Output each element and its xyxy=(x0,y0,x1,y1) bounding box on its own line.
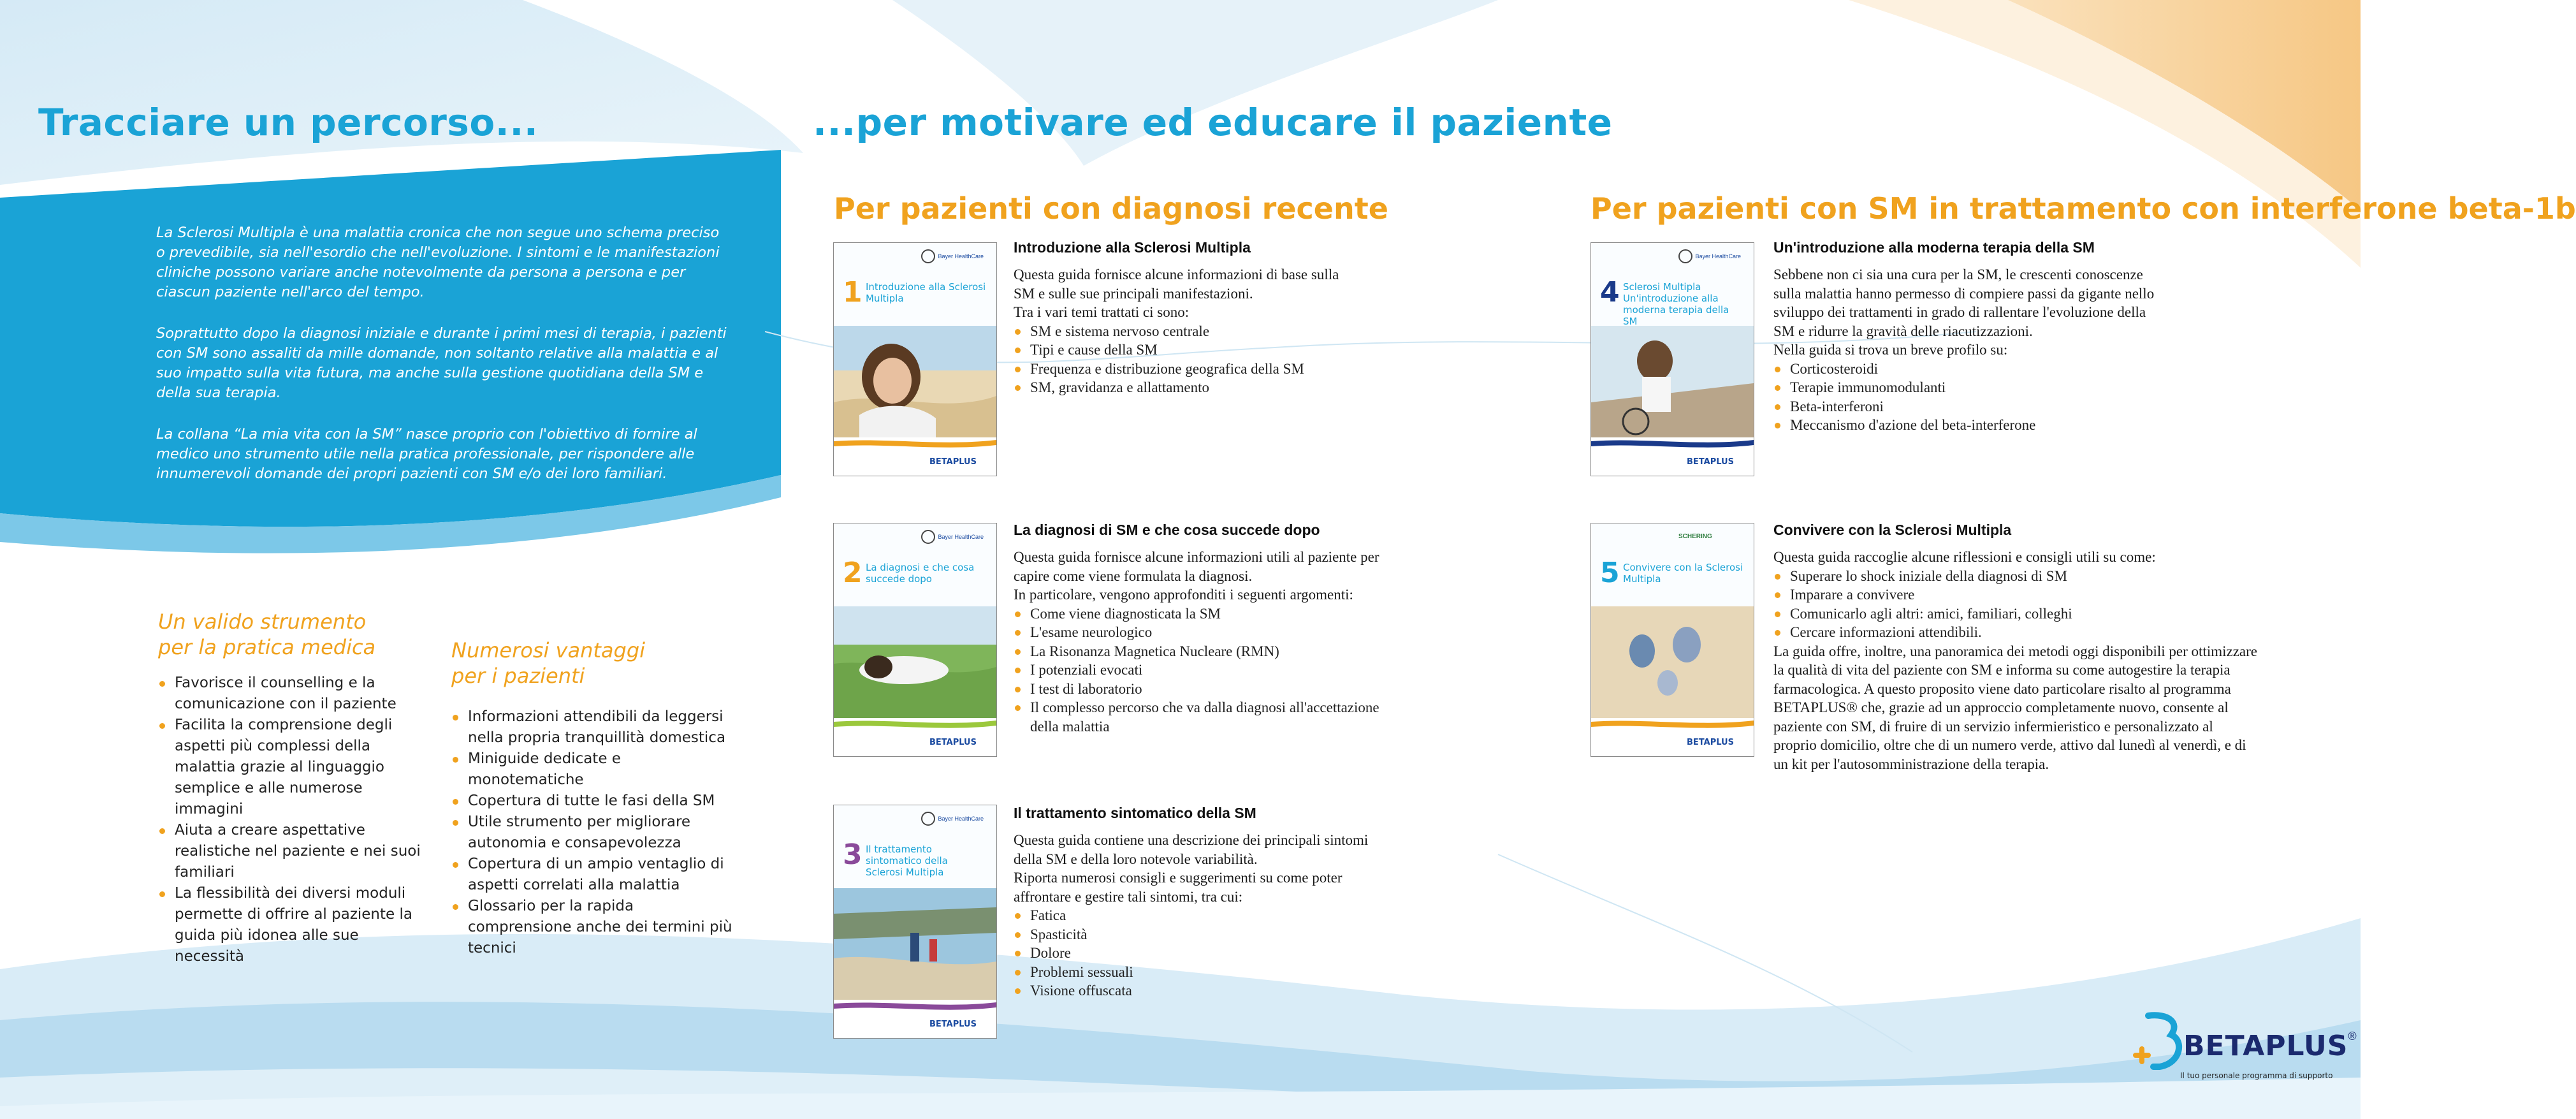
list-item: Glossario per la rapida comprensione anche dei termini più tecnici xyxy=(451,896,735,959)
cover-title: La diagnosi e che cosa succede dopo xyxy=(866,562,975,585)
cover-photo-family-sand xyxy=(1591,606,1754,718)
guide-cover-4 xyxy=(1590,242,1754,476)
list-item: SM e sistema nervoso centrale xyxy=(1014,322,1345,341)
betaplus-mini-logo: BETAPLUS xyxy=(929,1020,977,1029)
list-item: SM, gravidanza e allattamento xyxy=(1014,378,1345,397)
list-item: L'esame neurologico xyxy=(1014,623,1396,642)
cover-footer xyxy=(1591,437,1754,476)
bayer-cross-icon xyxy=(921,530,935,544)
list-item: Copertura di un ampio ventaglio di aspetti correlati alla malattia xyxy=(451,854,735,896)
list-item: Come viene diagnosticata la SM xyxy=(1014,604,1396,624)
guide-4-text: Sebbene non ci sia una cura per la SM, le crescenti conoscenze sulla malattia hanno permesso di compiere passi da gigante nello sviluppo dei trattamenti in grado di rallentare l'evoluzione della SM e ridurre la gravità delle riacutizzazioni. Nella guida si trova un breve profilo su: Corticosteroidi Terapie immunomodulanti Beta-interferoni Meccanismo d'azione del beta-interferone xyxy=(1773,265,2156,435)
guide-2-text: Questa guida fornisce alcune informazioni utili al paziente per capire come viene formulata la diagnosi. In particolare, vengono approfonditi i seguenti argomenti: Come viene diagnosticata la SM L'esame neurologico La Risonanza Magnetica Nucleare (RMN) I potenziali evocati I test di laboratorio Il complesso percorso che va dalla diagnosi all'accettazione della malattia xyxy=(1014,548,1396,736)
list-item: Problemi sessuali xyxy=(1014,963,1396,982)
patient-benefits-list xyxy=(451,706,735,959)
cover-number: 2 xyxy=(843,557,862,589)
guide-1-title: Introduzione alla Sclerosi Multipla xyxy=(1014,239,1251,256)
betaplus-mini-logo: BETAPLUS xyxy=(929,457,977,467)
list-item: Spasticità xyxy=(1014,925,1396,944)
guide-cover-3 xyxy=(833,805,997,1039)
list-item: Imparare a convivere xyxy=(1773,585,2258,604)
guide-3-title: Il trattamento sintomatico della SM xyxy=(1014,805,1256,821)
cover-brand: SCHERING xyxy=(1678,533,1712,540)
guide-1-text: Questa guida fornisce alcune informazioni di base sulla SM e sulle sue principali manifestazioni. Tra i vari temi trattati ci sono: SM e sistema nervoso centrale Tipi e cause della SM Frequenza e distribuzione geografica della SM SM, gravidanza e allattamento xyxy=(1014,265,1345,397)
cover-footer xyxy=(834,437,996,476)
list-item: Frequenza e distribuzione geografica della SM xyxy=(1014,360,1345,379)
cover-footer xyxy=(834,1000,996,1038)
cover-title: Sclerosi Multipla Un'introduzione alla moderna terapia della SM xyxy=(1623,281,1729,327)
cover-footer-swoosh xyxy=(834,1000,996,1038)
guide-3-topics xyxy=(1014,906,1396,1000)
list-item: La flessibilità dei diversi moduli permette di offrire al paziente la guida più idonea alle sue necessità xyxy=(158,883,426,967)
cover-photo-woman xyxy=(834,326,996,437)
guide-4-title: Un'introduzione alla moderna terapia della SM xyxy=(1773,239,2095,256)
list-item: Terapie immunomodulanti xyxy=(1773,378,2156,397)
patient-benefits-title: Numerosi vantaggi per i pazienti xyxy=(451,638,646,688)
guide-cover-2 xyxy=(833,523,997,757)
doctor-benefits xyxy=(158,609,426,967)
list-item: La Risonanza Magnetica Nucleare (RMN) xyxy=(1014,642,1396,661)
cover-footer-swoosh xyxy=(834,718,996,756)
left-heading: Tracciare un percorso... xyxy=(38,101,539,144)
guide-4-topics xyxy=(1773,360,2156,435)
bayer-cross-icon xyxy=(1678,249,1692,263)
betaplus-mini-logo: BETAPLUS xyxy=(1687,738,1734,747)
list-item: Favorisce il counselling e la comunicazione con il paziente xyxy=(158,673,426,715)
guide-2-topics xyxy=(1014,604,1396,736)
list-item: Dolore xyxy=(1014,944,1396,963)
intro-paragraph-2: Soprattutto dopo la diagnosi iniziale e durante i primi mesi di terapia, i pazienti con SM sono assaliti da mille domande, non soltanto relative alla malattia e al suo impatto sulla vita futura, ma anche sulla gestione quotidiana della SM e della sua terapia. xyxy=(156,325,727,401)
cover-title: Il trattamento sintomatico della Sclerosi Multipla xyxy=(866,844,948,878)
guide-5-topics xyxy=(1773,567,2258,642)
intro-text xyxy=(156,223,730,506)
guide-4 xyxy=(1773,239,2156,435)
section-interferon-treatment: Per pazienti con SM in trattamento con interferone beta-1b xyxy=(1590,191,2576,226)
cover-footer xyxy=(834,718,996,756)
list-item: Il complesso percorso che va dalla diagnosi all'accettazione della malattia xyxy=(1014,698,1396,736)
cover-number: 5 xyxy=(1600,557,1620,589)
guide-cover-1 xyxy=(833,242,997,476)
betaplus-symbol-icon xyxy=(2129,1011,2187,1074)
list-item: Informazioni attendibili da leggersi nella propria tranquillità domestica xyxy=(451,706,735,749)
cover-footer-swoosh xyxy=(834,437,996,476)
cover-footer-swoosh xyxy=(1591,437,1754,476)
list-item: Copertura di tutte le fasi della SM xyxy=(451,791,735,812)
list-item: Cercare informazioni attendibili. xyxy=(1773,623,2258,642)
bayer-cross-icon xyxy=(921,812,935,826)
cover-brand: Bayer HealthCare xyxy=(921,812,991,830)
guide-3-text: Questa guida contiene una descrizione dei principali sintomi della SM e della loro notevole variabilità. Riporta numerosi consigli e suggerimenti su come poter affrontare e gestire tali sintomi, tra cui: Fatica Spasticità Dolore Problemi sessuali Visione offuscata xyxy=(1014,831,1396,1000)
list-item: Fatica xyxy=(1014,906,1396,925)
cover-photo-cyclist xyxy=(1591,326,1754,437)
section-recent-diagnosis: Per pazienti con diagnosi recente xyxy=(834,191,1388,226)
list-item: Meccanismo d'azione del beta-interferone xyxy=(1773,416,2156,435)
cover-brand: Bayer HealthCare xyxy=(921,249,991,267)
betaplus-mini-logo: BETAPLUS xyxy=(1687,457,1734,467)
guide-cover-5 xyxy=(1590,523,1754,757)
guide-5-title: Convivere con la Sclerosi Multipla xyxy=(1773,522,2012,538)
list-item: Visione offuscata xyxy=(1014,981,1396,1000)
guide-5-closing: La guida offre, inoltre, una panoramica dei metodi oggi disponibili per ottimizzare la qualità di vita del paziente con SM e informa su come autogestire la terapia farmacologica. A questo proposito viene dato particolare risalto al programma BETAPLUS® che, grazie ad un approccio completamente nuovo, consente al paziente con SM, di fruire di un servizio infermieristico e personalizzato al proprio domicilio, oltre che di un numero verde, attivo dal lunedì al venerdì, e di un kit per l'autosomministrazione della terapia. xyxy=(1773,643,2257,772)
guide-1-topics xyxy=(1014,322,1345,397)
guide-5-text: Questa guida raccoglie alcune riflessioni e consigli utili su come: Superare lo shock iniziale della diagnosi di SM Imparare a convivere Comunicarlo agli altri: amici, familiari, colleghi Cercare informazioni attendibili. La guida offre, inoltre, una panoramica dei metodi oggi disponibili per ottimizzare la qualità di vita del paziente con SM e informa su come autogestire la terapia farmacologica. A questo proposito viene dato particolare risalto al programma BETAPLUS® che, grazie ad un approccio completamente nuovo, consente al paziente con SM, di fruire di un servizio infermieristico e personalizzato al proprio domicilio, oltre che di un numero verde, attivo dal lunedì al venerdì, e di un kit per l'autosomministrazione della terapia. xyxy=(1773,548,2258,773)
cover-number: 3 xyxy=(843,838,862,871)
cover-brand: Bayer HealthCare xyxy=(921,530,991,548)
betaplus-tagline: Il tuo personale programma di supporto xyxy=(2180,1071,2333,1080)
guide-2 xyxy=(1014,522,1396,736)
guide-2-title: La diagnosi di SM e che cosa succede dopo xyxy=(1014,522,1320,538)
guide-3 xyxy=(1014,805,1396,1000)
betaplus-wordmark: BETAPLUS® xyxy=(2183,1030,2357,1062)
list-item: Beta-interferoni xyxy=(1773,397,2156,416)
guide-1 xyxy=(1014,239,1345,397)
list-item: I potenziali evocati xyxy=(1014,661,1396,680)
patient-benefits xyxy=(451,638,735,959)
cover-footer xyxy=(1591,718,1754,756)
intro-paragraph-3: La collana “La mia vita con la SM” nasce proprio con l'obiettivo di fornire al medico uno strumento utile nella pratica professionale, per rispondere alle innumerevoli domande dei propri pazienti con SM e/o dei loro familiari. xyxy=(156,426,697,482)
cover-title: Convivere con la Sclerosi Multipla xyxy=(1623,562,1743,585)
list-item: I test di laboratorio xyxy=(1014,680,1396,699)
betaplus-mini-logo: BETAPLUS xyxy=(929,738,977,747)
intro-paragraph-1: La Sclerosi Multipla è una malattia cronica che non segue uno schema preciso o prevedibile, sia nell'esordio che nell'evoluzione. I sintomi e le manifestazioni cliniche possono variare anche notevolmente da persona a persona e per ciascun paziente nell'arco del tempo. xyxy=(156,224,720,300)
cover-title: Introduzione alla Sclerosi Multipla xyxy=(866,281,986,304)
cover-footer-swoosh xyxy=(1591,718,1754,756)
list-item: Utile strumento per migliorare autonomia e consapevolezza xyxy=(451,812,735,854)
doctor-benefits-list xyxy=(158,673,426,967)
guide-5 xyxy=(1773,522,2258,773)
betaplus-logo xyxy=(2129,1011,2357,1081)
cover-photo-resting-woman xyxy=(834,606,996,718)
cover-photo-beach xyxy=(834,888,996,1000)
cover-brand: Bayer HealthCare xyxy=(1678,249,1749,267)
list-item: Facilita la comprensione degli aspetti più complessi della malattia grazie al linguaggio semplice e alle numerose immagini xyxy=(158,715,426,820)
list-item: Comunicarlo agli altri: amici, familiari, colleghi xyxy=(1773,604,2258,624)
cover-number: 4 xyxy=(1600,276,1620,309)
cover-number: 1 xyxy=(843,276,862,309)
list-item: Miniguide dedicate e monotematiche xyxy=(451,749,735,791)
doctor-benefits-title: Un valido strumento per la pratica medica xyxy=(158,610,376,659)
list-item: Superare lo shock iniziale della diagnosi di SM xyxy=(1773,567,2258,586)
list-item: Corticosteroidi xyxy=(1773,360,2156,379)
list-item: Tipi e cause della SM xyxy=(1014,340,1345,360)
bayer-cross-icon xyxy=(921,249,935,263)
right-heading: ...per motivare ed educare il paziente xyxy=(813,101,1613,144)
list-item: Aiuta a creare aspettative realistiche nel paziente e nei suoi familiari xyxy=(158,820,426,883)
